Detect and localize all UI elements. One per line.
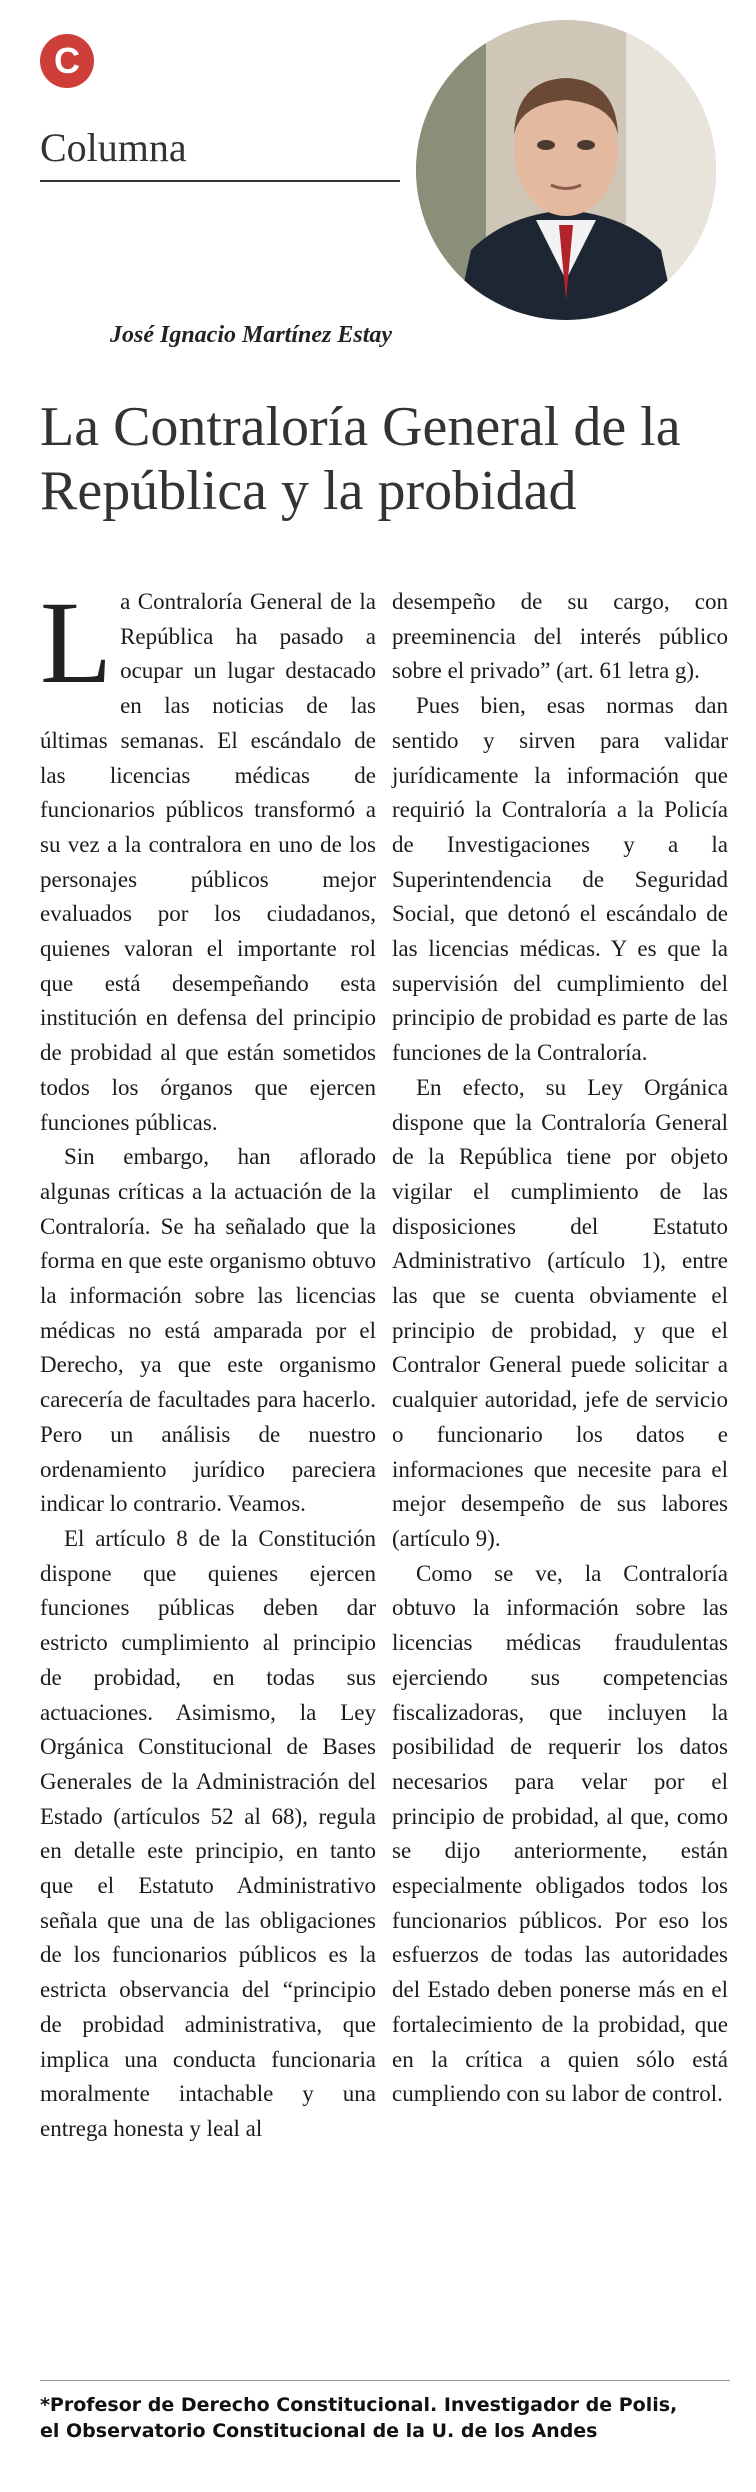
section-divider xyxy=(40,180,400,182)
paragraph: Como se ve, la Contraloría obtuvo la información sobre las licencias médicas fraudulentas ejerciendo sus competencias fiscalizadoras, que incluyen la posibilidad de requerir los datos necesarios para velar por el principio de probidad, al que, como se dijo anteriormente, están especialmente obligados todos los funcionarios públicos. Por eso los esfuerzos de todas las autoridades del Estado deben ponerse más en el fortalecimiento de la probidad, que en la crítica a quien sólo está cumpliendo con su labor de control. xyxy=(392,1560,728,2107)
paragraph: Pues bien, esas normas dan sentido y sirven para validar jurídicamente la información que requirió la Contraloría a la Policía de Investigaciones y a la Superintendencia de Seguridad Social, que detonó el escándalo de las licencias médicas. Y es que la supervisión del cumplimiento del principio de probidad es parte de las funciones de la Contraloría. xyxy=(392,693,728,1066)
author-portrait-illustration xyxy=(416,20,716,320)
article-column-left xyxy=(40,577,376,2147)
article-headline: La Contraloría General de la República y la probidad xyxy=(40,396,681,522)
footnote-line: el Observatorio Constitucional de la U. de los Andes xyxy=(40,2420,598,2442)
author-photo xyxy=(416,20,716,320)
section-label: Columna xyxy=(40,125,187,170)
paragraph: La Contraloría General de la República ha pasado a ocupar un lugar destacado en las noticias de las últimas semanas. El escándalo de las licencias médicas de funcionarios públicos transformó a su vez a la contralora en uno de los personajes públicos mejor evaluados por los ciudadanos, quienes valoran el importante rol que está desempeñando esta institución en defensa del principio de probidad al que están sometidos todos los órganos que ejercen funciones públicas. xyxy=(40,577,376,1135)
article-column-right xyxy=(392,585,728,2112)
paragraph: Sin embargo, han aflorado algunas críticas a la actuación de la Contraloría. Se ha señalado que la forma en que este organismo obtuvo la información sobre las licencias médicas no está amparada por el Derecho, ya que este organismo carecería de facultades para hacerlo. Pero un análisis de nuestro ordenamiento jurídico pareciera indicar lo contrario. Veamos. xyxy=(40,1144,376,1517)
paragraph: desempeño de su cargo, con preeminencia del interés público sobre el privado” (art. 61 letra g). xyxy=(392,589,728,684)
author-footnote xyxy=(40,2392,740,2444)
author-byline: José Ignacio Martínez Estay xyxy=(110,322,393,348)
footnote-divider xyxy=(40,2380,730,2381)
paragraph: En efecto, su Ley Orgánica dispone que la Contraloría General de la República tiene por objeto vigilar el cumplimiento de las disposiciones del Estatuto Administrativo (artículo 1), entre las que se cuenta obviamente el principio de probidad, y que el Contralor General puede solicitar a cualquier autoridad, jefe de servicio o funcionario los datos e informaciones que necesite para el mejor desempeño de sus labores (artículo 9). xyxy=(392,1074,728,1551)
paragraph: El artículo 8 de la Constitución dispone que quienes ejercen funciones públicas deben dar estricto cumplimiento al principio de probidad, en todas sus actuaciones. Asimismo, la Ley Orgánica Constitucional de Bases Generales de la Administración del Estado (artículos 52 al 68), regula en detalle este principio, en tanto que el Estatuto Administrativo señala que una de las obligaciones de los funcionarios públicos es la estricta observancia del “principio de probidad administrativa, que implica una conducta funcionaria moralmente intachable y una entrega honesta y leal al xyxy=(40,1525,376,2141)
drop-cap: L xyxy=(40,577,113,708)
column-logo: C xyxy=(40,34,94,88)
footnote-line: *Profesor de Derecho Constitucional. Investigador de Polis, xyxy=(40,2394,678,2416)
